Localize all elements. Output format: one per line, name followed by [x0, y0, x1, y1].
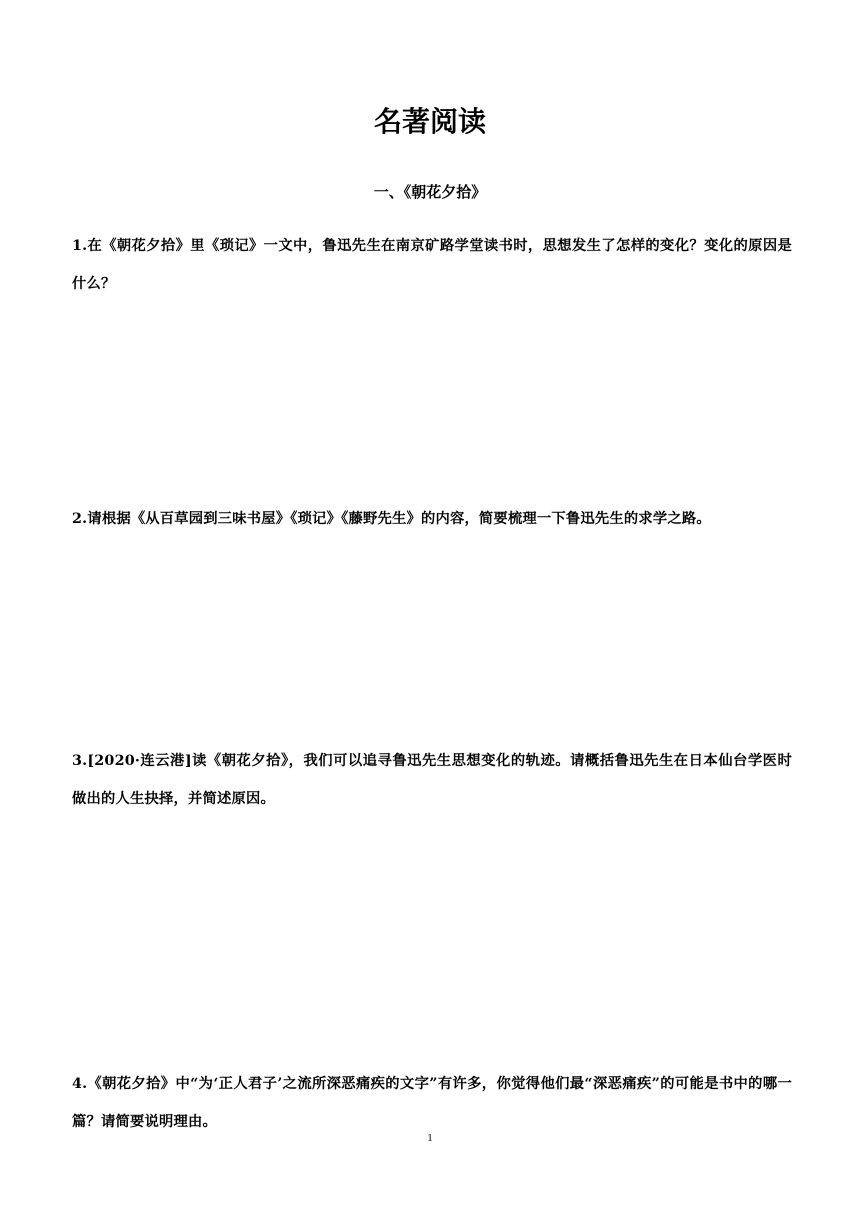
question-3: 3.[2020·连云港]读《朝花夕拾》，我们可以追寻鲁迅先生思想变化的轨迹。请概括鲁迅先生在日本仙台学医时做出的人生抉择，并简述原因。: [72, 753, 792, 807]
page-title: 名著阅读: [373, 105, 486, 138]
page-number: 1: [427, 1132, 433, 1144]
question-4: 4.《朝花夕拾》中“为‘正人君子’之流所深恶痛疾的文字”有许多，你觉得他们最“深恶痛疾”的可能是书中的哪一篇？请简要说明理由。: [72, 1076, 792, 1130]
question-2: 2.请根据《从百草园到三味书屋》《琐记》《藤野先生》的内容，简要梳理一下鲁迅先生的求学之路。: [72, 511, 711, 527]
section-heading: 一、《朝花夕拾》: [373, 183, 487, 201]
question-1: 1.在《朝花夕拾》里《琐记》一文中，鲁迅先生在南京矿路学堂读书时，思想发生了怎样的变化？变化的原因是什么？: [72, 238, 792, 292]
